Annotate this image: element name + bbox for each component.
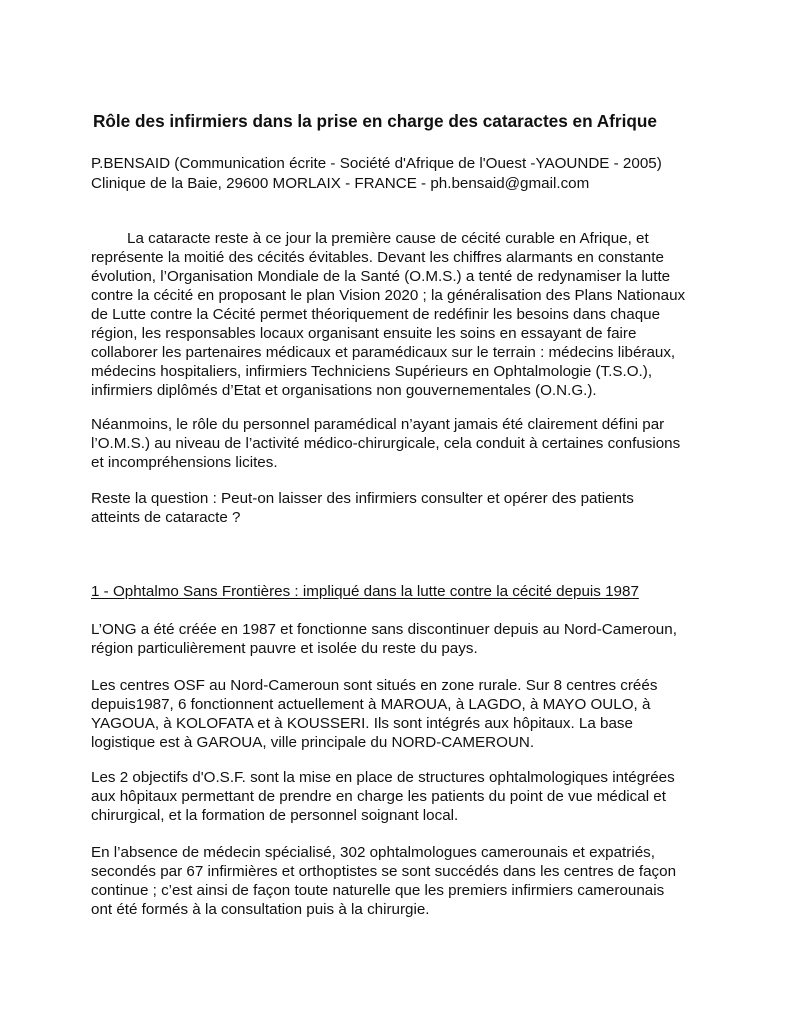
section-1-p2-line: depuis1987, 6 fonctionnent actuellement à MAROUA, à LAGDO, à MAYO OULO, à	[91, 696, 651, 713]
section-1-p2-line: YAGOUA, à KOLOFATA et à KOUSSERI. Ils sont intégrés aux hôpitaux. La base	[91, 715, 633, 732]
intro-line: région, les responsables locaux organisant ensuite les soins en essayant de faire	[91, 325, 637, 342]
author-line: P.BENSAID (Communication écrite - Société d'Afrique de l'Ouest -YAOUNDE - 2005)	[91, 155, 662, 172]
intro-line: La cataracte reste à ce jour la première cause de cécité curable en Afrique, et	[127, 230, 649, 247]
paragraph-2-line: Néanmoins, le rôle du personnel paramédical n’ayant jamais été clairement défini par	[91, 416, 665, 433]
section-1-p3-line: Les 2 objectifs d'O.S.F. sont la mise en place de structures ophtalmologiques intégrées	[91, 769, 675, 786]
section-1-p2-line: Les centres OSF au Nord-Cameroun sont situés en zone rurale. Sur 8 centres créés	[91, 677, 658, 694]
section-1-p1-line: région particulièrement pauvre et isolée du reste du pays.	[91, 640, 478, 657]
paragraph-3-line: Reste la question : Peut-on laisser des infirmiers consulter et opérer des patients	[91, 490, 634, 507]
section-1-p4-line: En l’absence de médecin spécialisé, 302 ophtalmologues camerounais et expatriés,	[91, 844, 655, 861]
section-1-p4-line: continue ; c’est ainsi de façon toute naturelle que les premiers infirmiers camerounais	[91, 882, 665, 899]
section-1-heading: 1 - Ophtalmo Sans Frontières : impliqué dans la lutte contre la cécité depuis 1987	[91, 583, 639, 600]
paragraph-3-line: atteints de cataracte ?	[91, 509, 241, 526]
intro-line: de Lutte contre la Cécité permet théoriquement de redéfinir les besoins dans chaque	[91, 306, 661, 323]
section-1-p4-line: ont été formés à la consultation puis à la chirurgie.	[91, 901, 430, 918]
intro-line: représente la moitié des cécités évitables. Devant les chiffres alarmants en constante	[91, 249, 664, 266]
paragraph-2-line: et incompréhensions licites.	[91, 454, 278, 471]
section-1-p3-line: aux hôpitaux permettant de prendre en charge les patients du point de vue médical et	[91, 788, 666, 805]
address-line: Clinique de la Baie, 29600 MORLAIX - FRANCE - ph.bensaid@gmail.com	[91, 175, 590, 192]
section-1-p1-line: L’ONG a été créée en 1987 et fonctionne sans discontinuer depuis au Nord-Cameroun,	[91, 621, 677, 638]
intro-line: médecins hospitaliers, infirmiers Techniciens Supérieurs en Ophtalmologie (T.S.O.),	[91, 363, 653, 380]
intro-line: infirmiers diplômés d’Etat et organisations non gouvernementales (O.N.G.).	[91, 382, 597, 399]
paragraph-2-line: l’O.M.S.) au niveau de l’activité médico-chirurgicale, cela conduit à certaines confusions	[91, 435, 681, 452]
section-1-p2-line: logistique est à GAROUA, ville principale du NORD-CAMEROUN.	[91, 734, 535, 751]
section-1-p3-line: chirurgical, et la formation de personnel soignant local.	[91, 807, 459, 824]
section-1-p4-line: secondés par 67 infirmières et orthoptistes se sont succédés dans les centres de façon	[91, 863, 677, 880]
document-title: Rôle des infirmiers dans la prise en charge des cataractes en Afrique	[93, 111, 657, 131]
intro-line: évolution, l’Organisation Mondiale de la Santé (O.M.S.) a tenté de redynamiser la lutte	[91, 268, 671, 285]
intro-line: collaborer les partenaires médicaux et paramédicaux sur le terrain : médecins libéraux,	[91, 344, 676, 361]
intro-line: contre la cécité en proposant le plan Vision 2020 ; la généralisation des Plans Nationaux	[91, 287, 686, 304]
